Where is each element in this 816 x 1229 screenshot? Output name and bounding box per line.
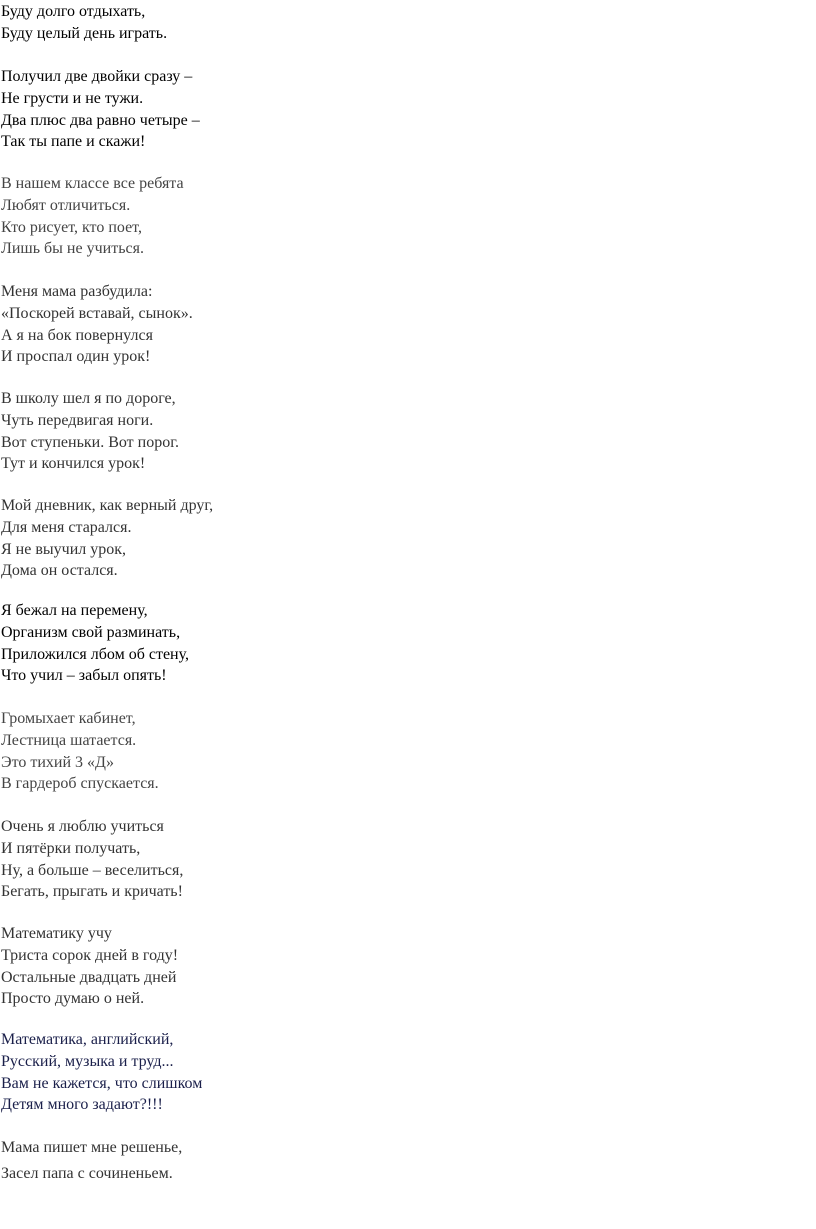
stanza bbox=[1, 923, 178, 1010]
stanza bbox=[1, 495, 213, 582]
poem-line: Ну, а больше – веселиться, bbox=[1, 861, 184, 879]
poem-line: Я не выучил урок, bbox=[1, 540, 127, 558]
poem-line: Тут и кончился урок! bbox=[1, 455, 146, 473]
poem-line: Дома он остался. bbox=[1, 562, 118, 580]
stanza bbox=[1, 816, 183, 903]
stanza bbox=[1, 66, 200, 153]
poem-line: Буду долго отдыхать, bbox=[1, 3, 146, 20]
poem-line: Триста сорок дней в году! bbox=[1, 946, 179, 964]
poem-line: Очень я люблю учиться bbox=[1, 818, 164, 835]
poem-line: Вам не кажется, что слишком bbox=[1, 1074, 203, 1092]
stanza bbox=[1, 708, 159, 795]
poem-line: Лишь бы не учиться. bbox=[1, 240, 144, 258]
poem-line: Громыхает кабинет, bbox=[1, 710, 136, 727]
stanza bbox=[1, 1, 167, 45]
poem-line: Просто думаю о ней. bbox=[1, 990, 145, 1008]
poem-line: Засел папа с сочиненьем. bbox=[1, 1164, 173, 1182]
stanza bbox=[1, 388, 179, 475]
poem-line: Вот ступеньки. Вот порог. bbox=[1, 433, 179, 451]
stanza bbox=[1, 1137, 182, 1184]
poem-line: Лестница шатается. bbox=[1, 731, 137, 749]
poem-line: Буду целый день играть. bbox=[1, 24, 168, 42]
poem-line: И проспал один урок! bbox=[1, 348, 151, 366]
poem-line: Русский, музыка и труд... bbox=[1, 1052, 174, 1070]
poem-line: Мама пишет мне решенье, bbox=[1, 1139, 183, 1156]
poem-line: В школу шел я по дороге, bbox=[1, 390, 176, 407]
stanza bbox=[1, 281, 193, 368]
poem-line: Два плюс два равно четыре – bbox=[1, 111, 200, 129]
poem-line: Математику учу bbox=[1, 925, 112, 942]
poem-line: Остальные двадцать дней bbox=[1, 968, 177, 986]
poem-line: Получил две двойки сразу – bbox=[1, 68, 193, 85]
poem-line: Это тихий 3 «Д» bbox=[1, 753, 114, 771]
poem-line: Мой дневник, как верный друг, bbox=[1, 497, 214, 514]
poem-line: Математика, английский, bbox=[1, 1031, 174, 1048]
poem-line: Бегать, прыгать и кричать! bbox=[1, 883, 183, 901]
poem-line: Кто рисует, кто поет, bbox=[1, 218, 142, 236]
poem-line: Я бежал на перемену, bbox=[1, 602, 148, 619]
poem-line: Меня мама разбудила: bbox=[1, 283, 153, 300]
stanza bbox=[1, 1029, 202, 1116]
stanza bbox=[1, 173, 184, 260]
poem-line: Не грусти и не тужи. bbox=[1, 89, 144, 107]
poem-line: В гардероб спускается. bbox=[1, 775, 159, 793]
stanza bbox=[1, 600, 189, 687]
poem-line: А я на бок повернулся bbox=[1, 326, 153, 344]
poem-line: Что учил – забыл опять! bbox=[1, 667, 167, 685]
poem-line: Любят отличиться. bbox=[1, 196, 131, 214]
poem-line: Детям много задают?!!! bbox=[1, 1096, 163, 1114]
poem-line: Организм свой разминать, bbox=[1, 623, 181, 641]
poem-line: И пятёрки получать, bbox=[1, 839, 141, 857]
poem-line: Для меня старался. bbox=[1, 518, 132, 536]
poem-line: Так ты папе и скажи! bbox=[1, 133, 146, 151]
poem-line: Приложился лбом об стену, bbox=[1, 645, 190, 663]
poem-line: В нашем классе все ребята bbox=[1, 175, 184, 192]
poem-line: Чуть передвигая ноги. bbox=[1, 411, 154, 429]
poem-line: «Поскорей вставай, сынок». bbox=[1, 304, 193, 322]
